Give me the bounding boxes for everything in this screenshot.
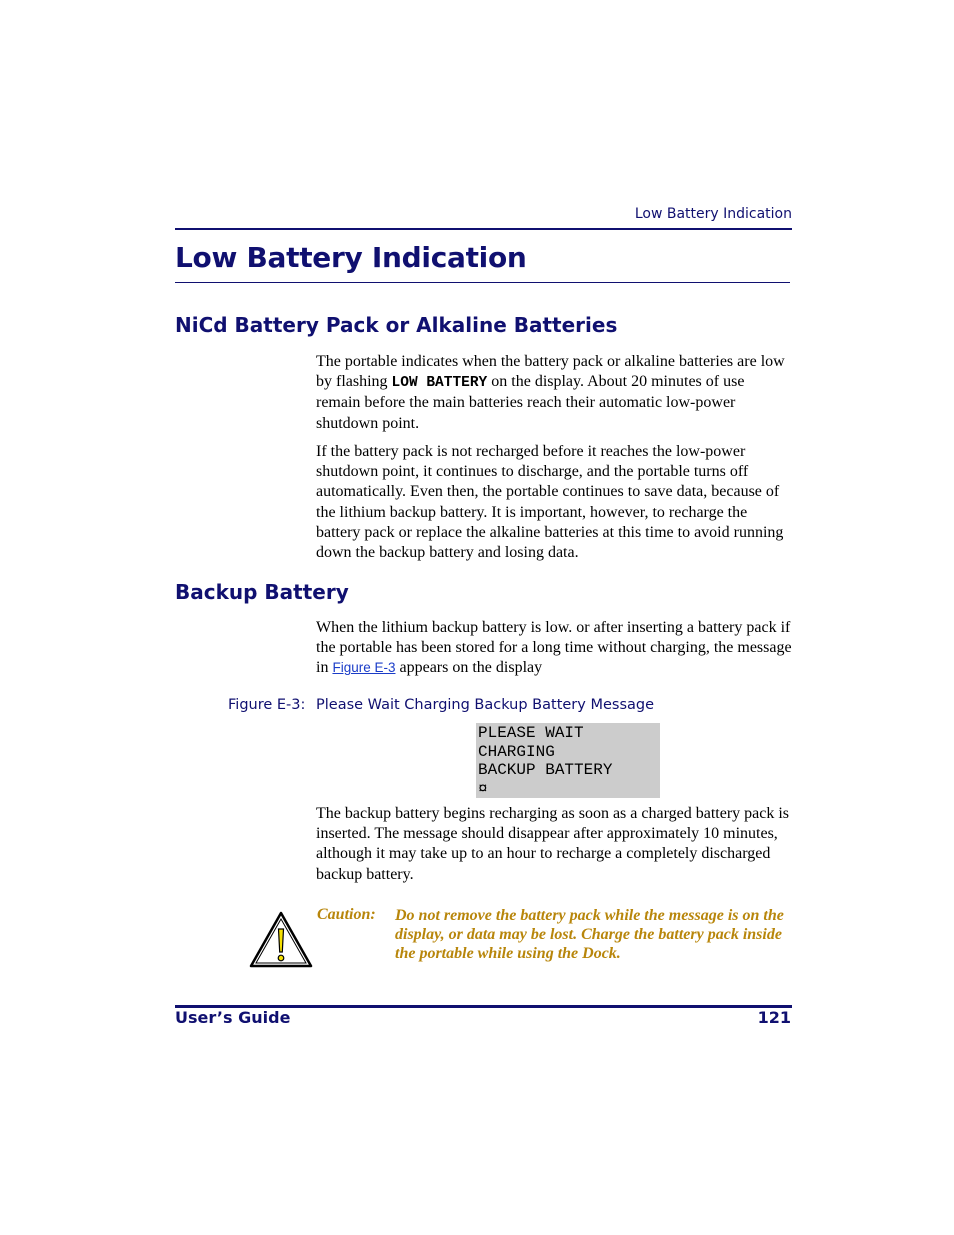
page-title: Low Battery Indication xyxy=(175,241,527,274)
lcd-message-display xyxy=(476,723,660,798)
section-heading-nicd: NiCd Battery Pack or Alkaline Batteries xyxy=(175,313,618,337)
footer-guide-title: User’s Guide xyxy=(175,1008,291,1027)
paragraph-nicd-2: If the battery pack is not recharged before it reaches the low-power shutdown point, it continues to discharge, and the portable turns off automatically. Even then, the portable continues to save data, because of the lithium backup battery. It is important, however, to recharge the battery pack or replace the alkaline batteries at this time to avoid running down the backup battery and losing data. xyxy=(316,443,784,562)
header-rule xyxy=(175,228,792,230)
paragraph-text: When the lithium backup battery is low. or after inserting a battery pack if the portable has been stored for a long time without charging, the message in xyxy=(316,619,792,677)
lcd-line: BACKUP BATTERY xyxy=(478,761,613,779)
warning-triangle-icon xyxy=(249,910,313,968)
caution-text: Do not remove the battery pack while the message is on the display, or data may be lost. Charge the battery pack inside the portable while using the Dock. xyxy=(395,907,784,962)
paragraph-text: on the display. About 20 minutes of use remain before the main batteries reach their automatic low-power shutdown point. xyxy=(316,373,745,432)
paragraph-nicd-1 xyxy=(316,352,792,434)
paragraph-text: The portable indicates when the battery pack or alkaline batteries are low by flashing xyxy=(316,353,785,391)
paragraph-backup-2: The backup battery begins recharging as soon as a charged battery pack is inserted. The message should disappear after approximately 10 minutes, although it may take up to an hour to recharge a completely discharged backup battery. xyxy=(316,805,790,883)
caution-label: Caution: xyxy=(317,906,376,923)
figure-e3-link[interactable]: Figure E-3 xyxy=(332,660,396,676)
page-number: 121 xyxy=(757,1008,791,1027)
lcd-line: ¤ xyxy=(478,779,488,798)
running-header: Low Battery Indication xyxy=(634,206,792,222)
paragraph-backup-1 xyxy=(316,618,792,679)
figure-title: Please Wait Charging Backup Battery Message xyxy=(316,697,655,713)
lcd-line: CHARGING xyxy=(478,742,555,761)
lcd-line: PLEASE WAIT xyxy=(478,724,584,742)
paragraph-text: appears on the display xyxy=(395,659,543,677)
title-rule xyxy=(175,282,790,283)
section-heading-backup: Backup Battery xyxy=(175,580,349,604)
low-battery-code: LOW BATTERY xyxy=(391,375,488,392)
figure-caption xyxy=(228,697,654,713)
figure-number: Figure E-3: xyxy=(228,697,306,713)
